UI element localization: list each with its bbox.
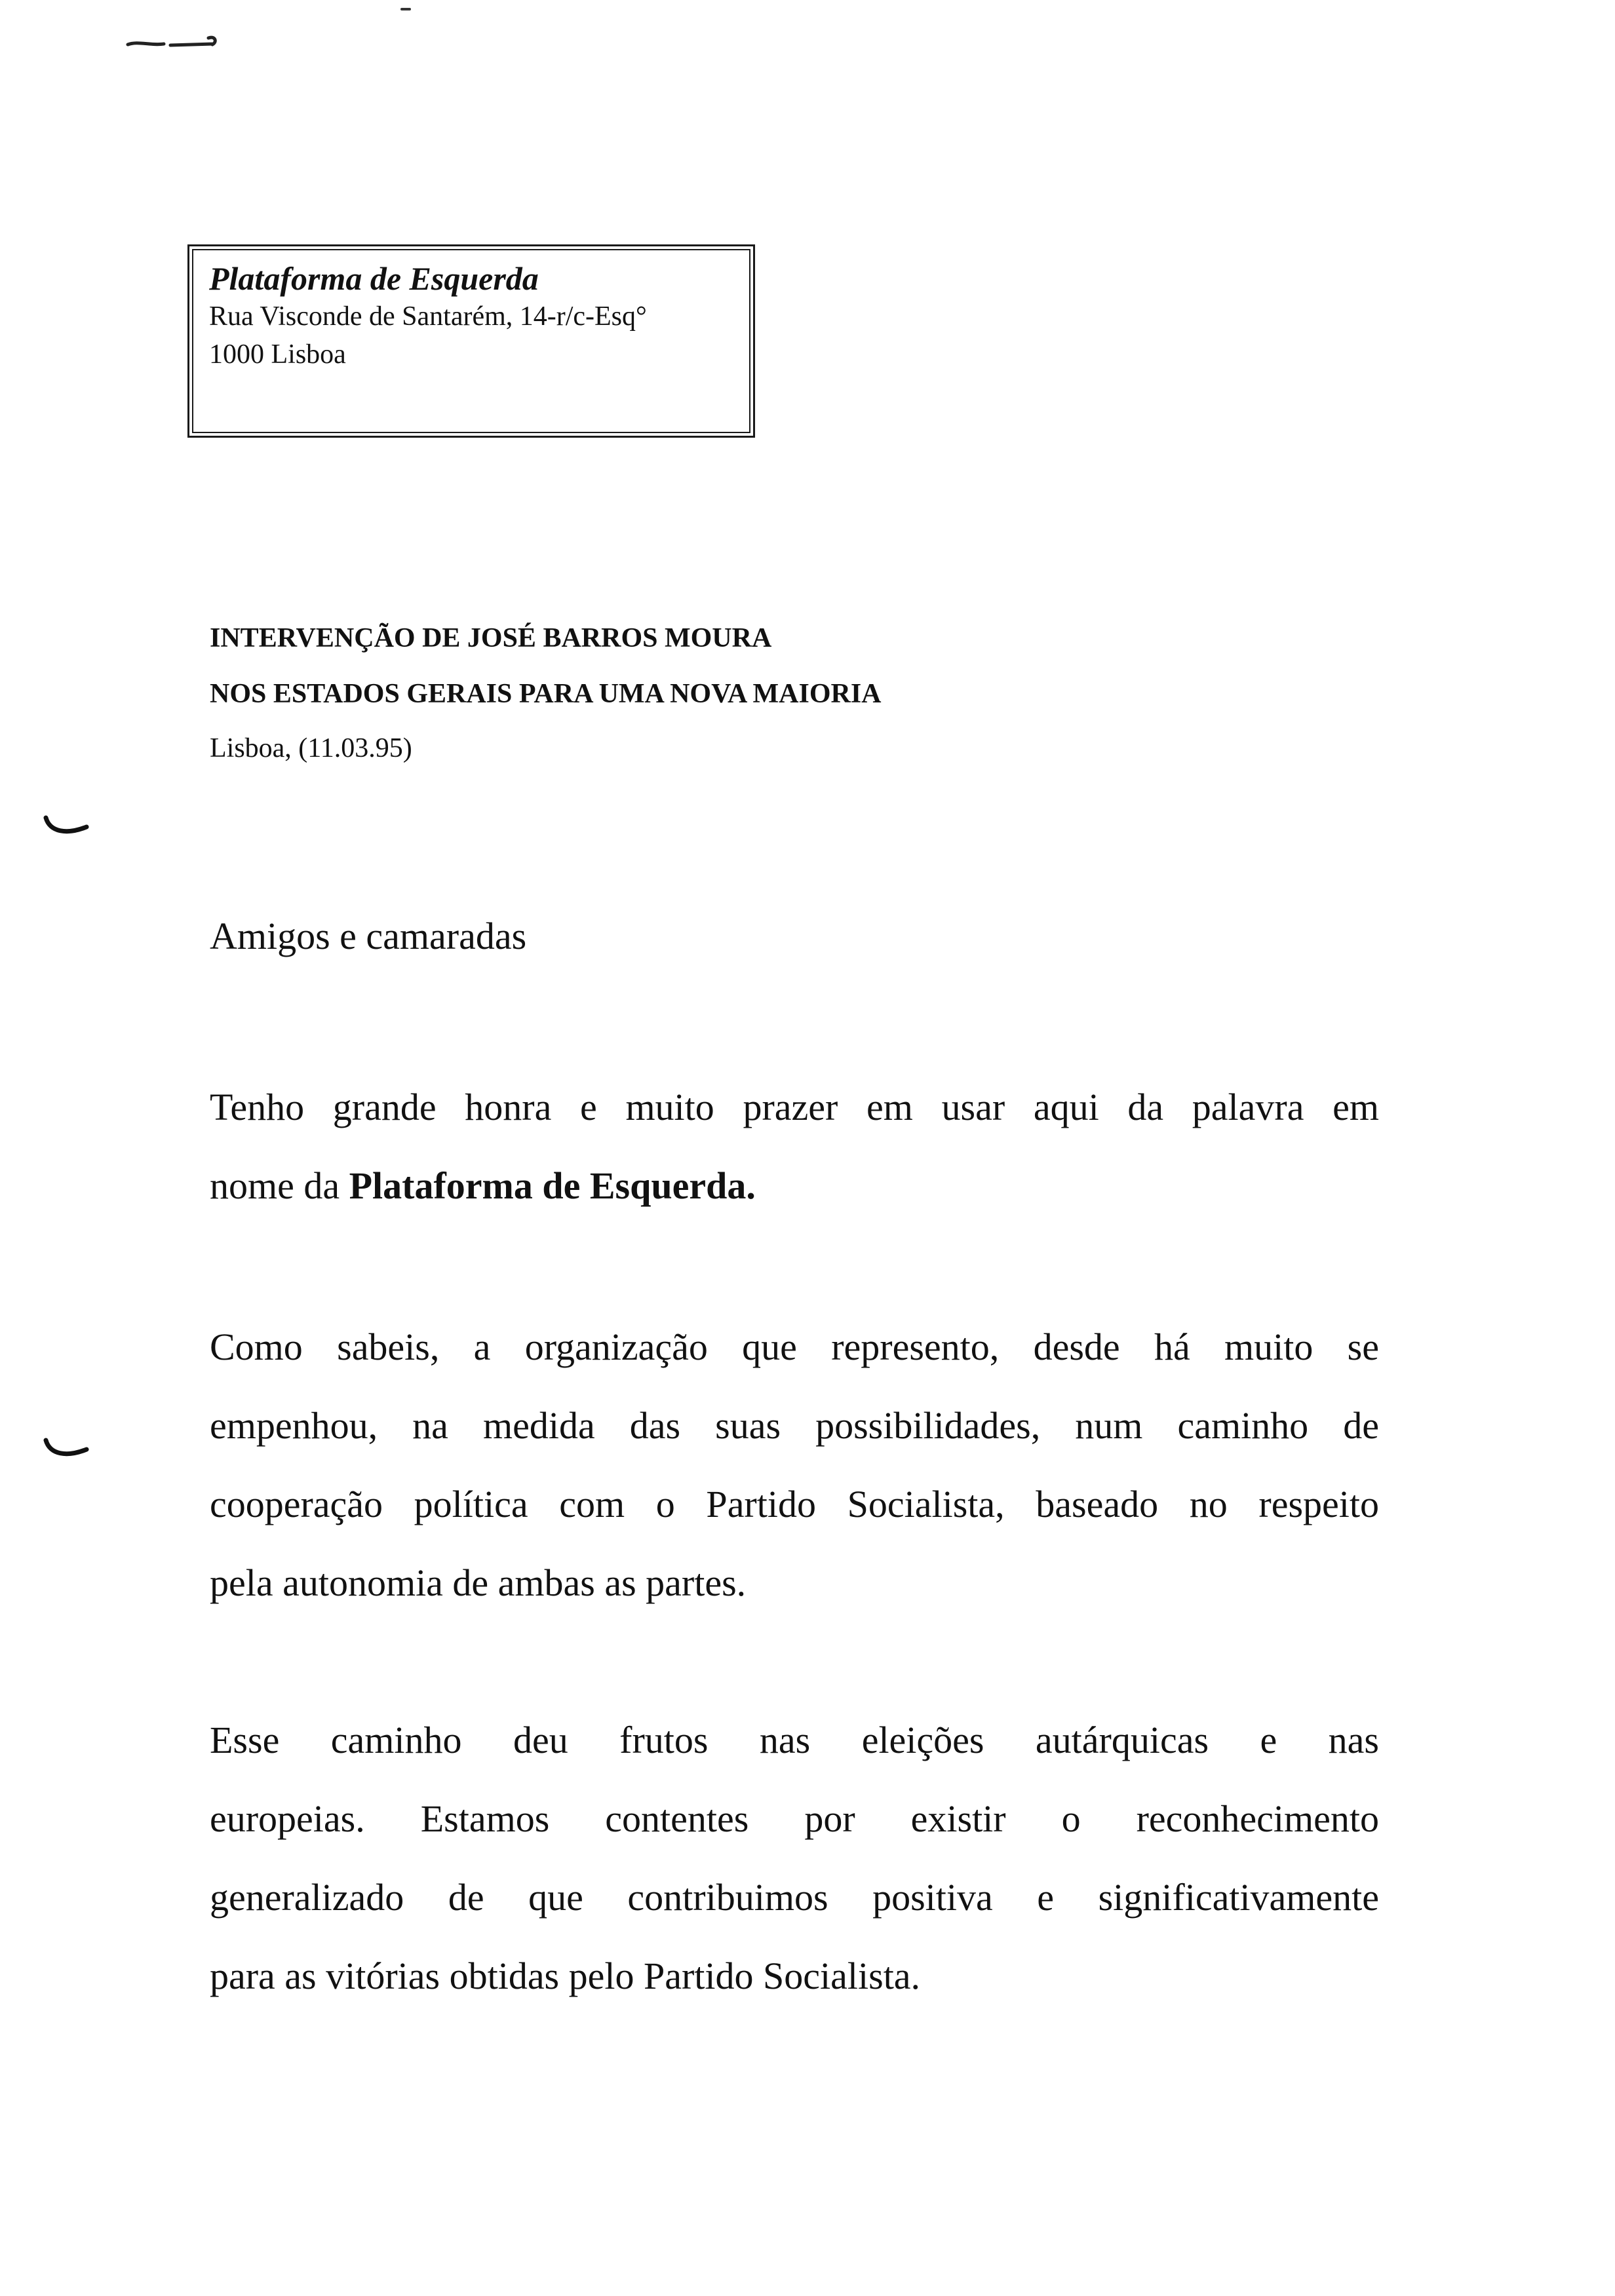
paragraph-1-line-1: Tenho grande honra e muito prazer em usar aqui da palavra em xyxy=(210,1086,1379,1128)
organization-name: Plataforma de Esquerda xyxy=(209,260,539,297)
address-street: Rua Visconde de Santarém, 14-r/c-Esq° xyxy=(209,301,647,332)
paragraph-1 xyxy=(210,1068,1379,1225)
paragraph-2-line-3: cooperação política com o Partido Socialista, baseado no respeito xyxy=(210,1483,1379,1525)
paragraph-1-line-2-text: nome da xyxy=(210,1164,349,1207)
margin-hole-mark-lower xyxy=(41,1435,93,1468)
paragraph-2-line-4: pela autonomia de ambas as partes. xyxy=(210,1561,747,1604)
letterhead-box xyxy=(187,244,755,438)
paragraph-1-line-2 xyxy=(210,1147,1379,1225)
document-date: Lisboa, (11.03.95) xyxy=(210,733,412,763)
paragraph-3-line-2: europeias. Estamos contentes por existir o reconhecimento xyxy=(210,1797,1379,1840)
document-title-line-1: INTERVENÇÃO DE JOSÉ BARROS MOURA xyxy=(210,623,772,653)
margin-hole-mark-upper xyxy=(41,813,93,845)
paragraph-3-line-4: para as vitórias obtidas pelo Partido Socialista. xyxy=(210,1955,921,1997)
paragraph-2-line-1: Como sabeis, a organização que represento, desde há muito se xyxy=(210,1326,1379,1368)
letterhead-inner xyxy=(192,249,750,433)
organization-name-emphasis: Plataforma de Esquerda. xyxy=(349,1164,756,1207)
document-title-line-2: NOS ESTADOS GERAIS PARA UMA NOVA MAIORIA xyxy=(210,679,882,709)
paragraph-3-line-3: generalizado de que contribuimos positiva e significativamente xyxy=(210,1876,1379,1919)
scan-tick-top xyxy=(400,5,413,13)
paragraph-2 xyxy=(210,1308,1379,1622)
scan-mark-top xyxy=(125,26,229,52)
paragraph-3-line-1: Esse caminho deu frutos nas eleições autárquicas e nas xyxy=(210,1719,1379,1761)
paragraph-3 xyxy=(210,1701,1379,2016)
address-city: 1000 Lisboa xyxy=(209,339,346,370)
salutation: Amigos e camaradas xyxy=(210,915,527,957)
paragraph-2-line-2: empenhou, na medida das suas possibilidades, num caminho de xyxy=(210,1404,1379,1447)
